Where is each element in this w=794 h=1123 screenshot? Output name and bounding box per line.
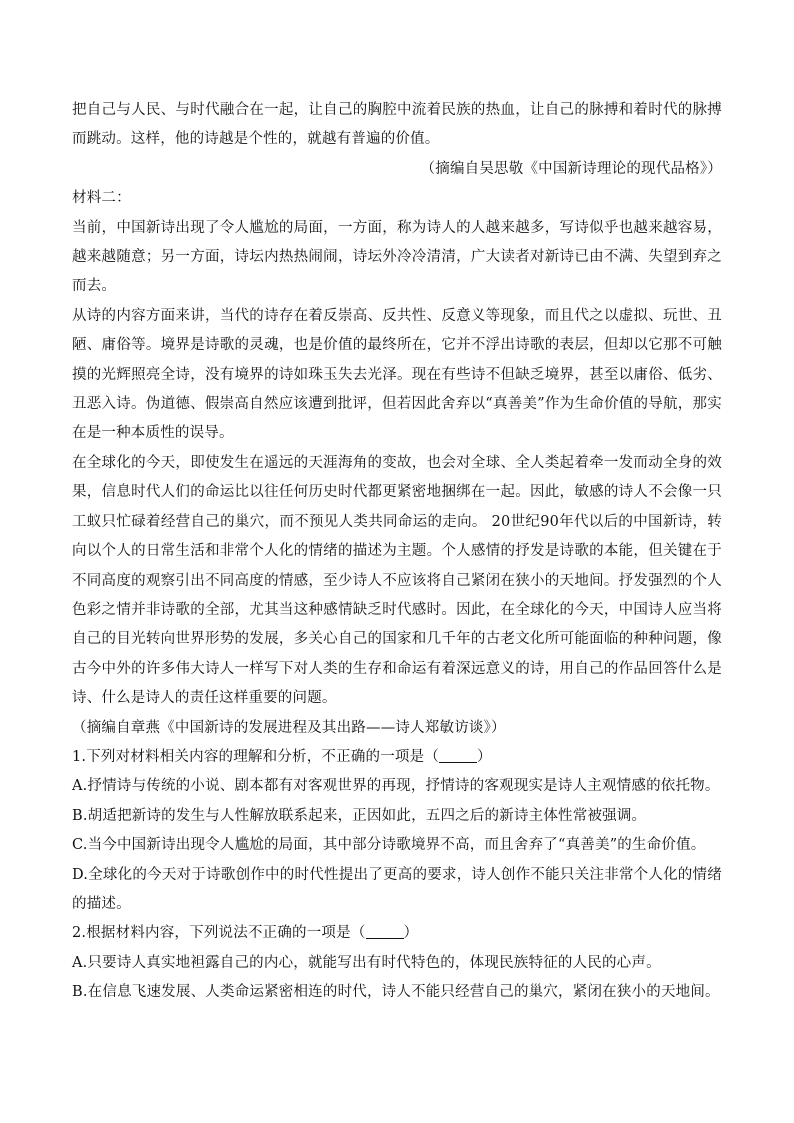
question-1-option-b: B.胡适把新诗的发生与人性解放联系起来，正因如此，五四之后的新诗主体性常被强调。 — [72, 807, 647, 824]
material-two-paragraph-2: 从诗的内容方面来讲，当代的诗存在着反崇高、反共性、反意义等现象，而且代之以虚拟、玩世、丑陋、庸俗等。境界是诗歌的灵魂，也是价值的最终所在，它并不浮出诗歌的表层，但却以它那不可触摸的光辉照亮全诗，没有境界的诗如珠玉失去光泽。现在有些诗不但缺乏境界，甚至以庸俗、低劣、丑恶入诗。伪道德、假崇高自然应该遭到批评，但若因此舍弃以“真善美”作为生命价值的导航，那实在是一种本质性的误导。 — [72, 307, 722, 442]
question-1-stem-text: 1.下列对材料相关内容的理解和分析，不正确的一项是（ — [72, 748, 440, 765]
answer-blank — [439, 747, 477, 763]
material-one-source: （摘编自吴思敬《中国新诗理论的现代品格》） — [420, 160, 722, 177]
question-1-option-d: D.全球化的今天对于诗歌创作中的时代性提出了更高的要求，诗人创作不能只关注非常个人化的情绪的描述。 — [72, 866, 722, 912]
question-2-option-b: B.在信息飞速发展、人类命运紧密相连的时代，诗人不能只经营自己的巢穴，紧闭在狭小的天地间。 — [72, 984, 720, 1001]
question-1-option-a: A.抒情诗与传统的小说、剧本都有对客观世界的再现，抒情诗的客观现实是诗人主观情感的依托物。 — [72, 778, 720, 795]
material-two-heading: 材料二： — [72, 190, 131, 207]
material-two-paragraph-3: 在全球化的今天，即使发生在遥远的天涯海角的变故，也会对全球、全人类起着牵一发而动全身的效果，信息时代人们的命运比以往任何历史时代都更紧密地捆绑在一起。因此，敏感的诗人不会像一只工蚁只忙碌着经营自己的巢穴，而不预见人类共同命运的走向。 20世纪90年代以后的中国新诗，转向以个人的日常生活和非常个人化的情绪的描述为主题。个人感情的抒发是诗歌的本能，但关键在于不同高度的观察引出不同高度的情感，至少诗人不应该将自己紧闭在狭小的天地间。抒发强烈的个人色彩之情并非诗歌的全部，尤其当这种感情缺乏时代感时。因此，在全球化的今天，中国诗人应当将自己的目光转向世界形势的发展，多关心自己的国家和几千年的古老文化所可能面临的种种问题，像古今中外的许多伟大诗人一样写下对人类的生存和命运有着深远意义的诗，用自己的作品回答什么是诗、什么是诗人的责任这样重要的问题。 — [72, 454, 722, 707]
question-2-stem-text: 2.根据材料内容，下列说法不正确的一项是（ — [72, 925, 366, 942]
question-2-option-a: A.只要诗人真实地袒露自己的内心，就能写出有时代特色的，体现民族特征的人民的心声。 — [72, 954, 661, 971]
answer-blank — [366, 924, 404, 940]
question-2-stem-close: ） — [403, 925, 419, 942]
question-1-stem-close: ） — [477, 748, 492, 765]
question-2-stem — [72, 919, 722, 948]
material-two-source: （摘编自章燕《中国新诗的发展进程及其出路——诗人郑敏访谈》） — [72, 719, 506, 736]
question-1-option-c: C.当今中国新诗出现令人尴尬的局面，其中部分诗歌境界不高，而且舍弃了“真善美”的生命价值。 — [72, 837, 706, 854]
material-two-paragraph-1: 当前，中国新诗出现了令人尴尬的局面，一方面，称为诗人的人越来越多，写诗似乎也越来越容易，越来越随意；另一方面，诗坛内热热闹闹，诗坛外冷冷清清，广大读者对新诗已由不满、失望到弃之而去。 — [72, 219, 722, 295]
document-page — [72, 96, 722, 1008]
question-1-stem — [72, 743, 722, 772]
material-one-paragraph: 把自己与人民、与时代融合在一起，让自己的胸腔中流着民族的热血，让自己的脉搏和着时代的脉搏而跳动。这样，他的诗越是个性的，就越有普遍的价值。 — [72, 102, 722, 148]
